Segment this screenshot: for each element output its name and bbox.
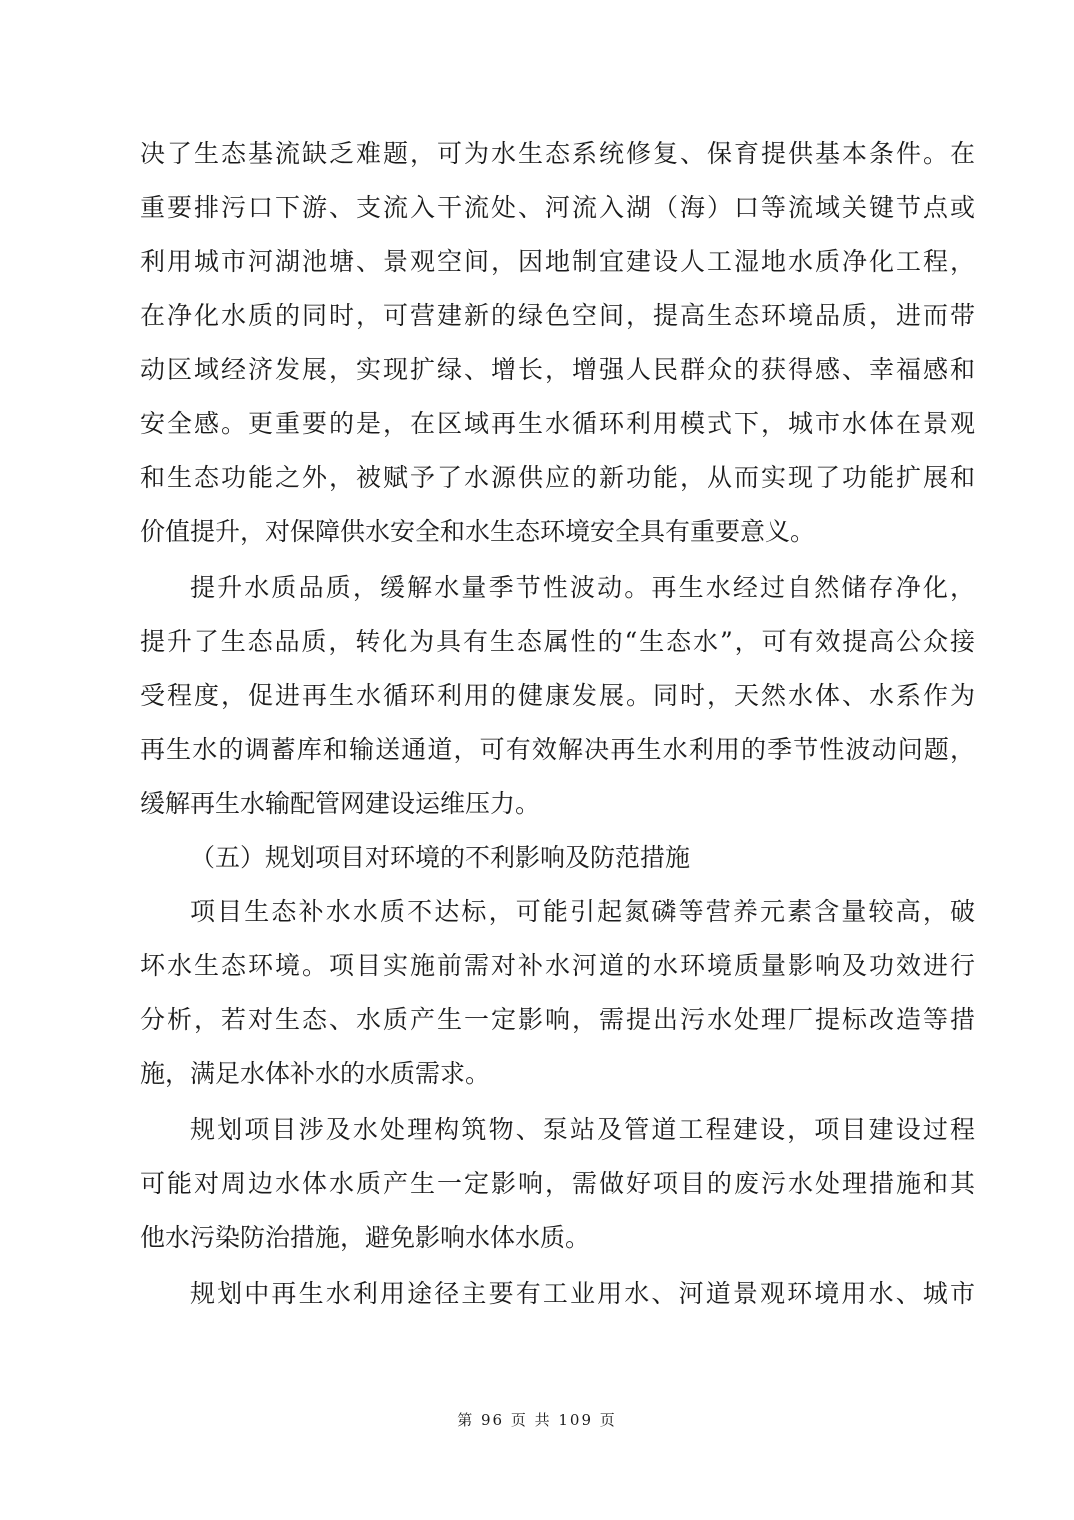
text-line: 和生态功能之外，被赋予了水源供应的新功能，从而实现了功能扩展和 [140, 463, 975, 492]
text-line: 施，满足水体补水的水质需求。 [140, 1059, 491, 1088]
text-line: 提升了生态品质，转化为具有生态属性的“生态水”，可有效提高公众接 [140, 627, 975, 656]
text-line: 决了生态基流缺乏难题，可为水生态系统修复、保育提供基本条件。在 [140, 139, 975, 168]
text-line: 可能对周边水体水质产生一定影响，需做好项目的废污水处理措施和其 [140, 1169, 975, 1198]
section-heading: （五）规划项目对环境的不利影响及防范措施 [190, 843, 691, 872]
text-line: 受程度，促进再生水循环利用的健康发展。同时，天然水体、水系作为 [140, 681, 975, 710]
page-number-footer: 第 96 页 共 109 页 [457, 1411, 617, 1429]
paragraph-first-line: 提升水质品质，缓解水量季节性波动。再生水经过自然储存净化， [190, 573, 975, 602]
text-line: 价值提升，对保障供水安全和水生态环境安全具有重要意义。 [140, 517, 816, 546]
text-line: 再生水的调蓄库和输送通道，可有效解决再生水利用的季节性波动问题， [140, 735, 975, 764]
paragraph-first-line: 项目生态补水水质不达标，可能引起氮磷等营养元素含量较高，破 [190, 897, 975, 926]
text-line: 重要排污口下游、支流入干流处、河流入湖（海）口等流域关键节点或 [140, 193, 975, 222]
paragraph-first-line: 规划中再生水利用途径主要有工业用水、河道景观环境用水、城市 [190, 1279, 975, 1308]
text-line: 坏水生态环境。项目实施前需对补水河道的水环境质量影响及功效进行 [140, 951, 975, 980]
text-line: 安全感。更重要的是，在区域再生水循环利用模式下，城市水体在景观 [140, 409, 975, 438]
text-line: 在净化水质的同时，可营建新的绿色空间，提高生态环境品质，进而带 [140, 301, 975, 330]
text-line: 分析，若对生态、水质产生一定影响，需提出污水处理厂提标改造等措 [140, 1005, 975, 1034]
paragraph-first-line: 规划项目涉及水处理构筑物、泵站及管道工程建设，项目建设过程 [190, 1115, 975, 1144]
text-line: 动区域经济发展，实现扩绿、增长，增强人民群众的获得感、幸福感和 [140, 355, 975, 384]
text-line: 利用城市河湖池塘、景观空间，因地制宜建设人工湿地水质净化工程， [140, 247, 975, 276]
text-line: 缓解再生水输配管网建设运维压力。 [140, 789, 541, 818]
text-line: 他水污染防治措施，避免影响水体水质。 [140, 1223, 591, 1252]
